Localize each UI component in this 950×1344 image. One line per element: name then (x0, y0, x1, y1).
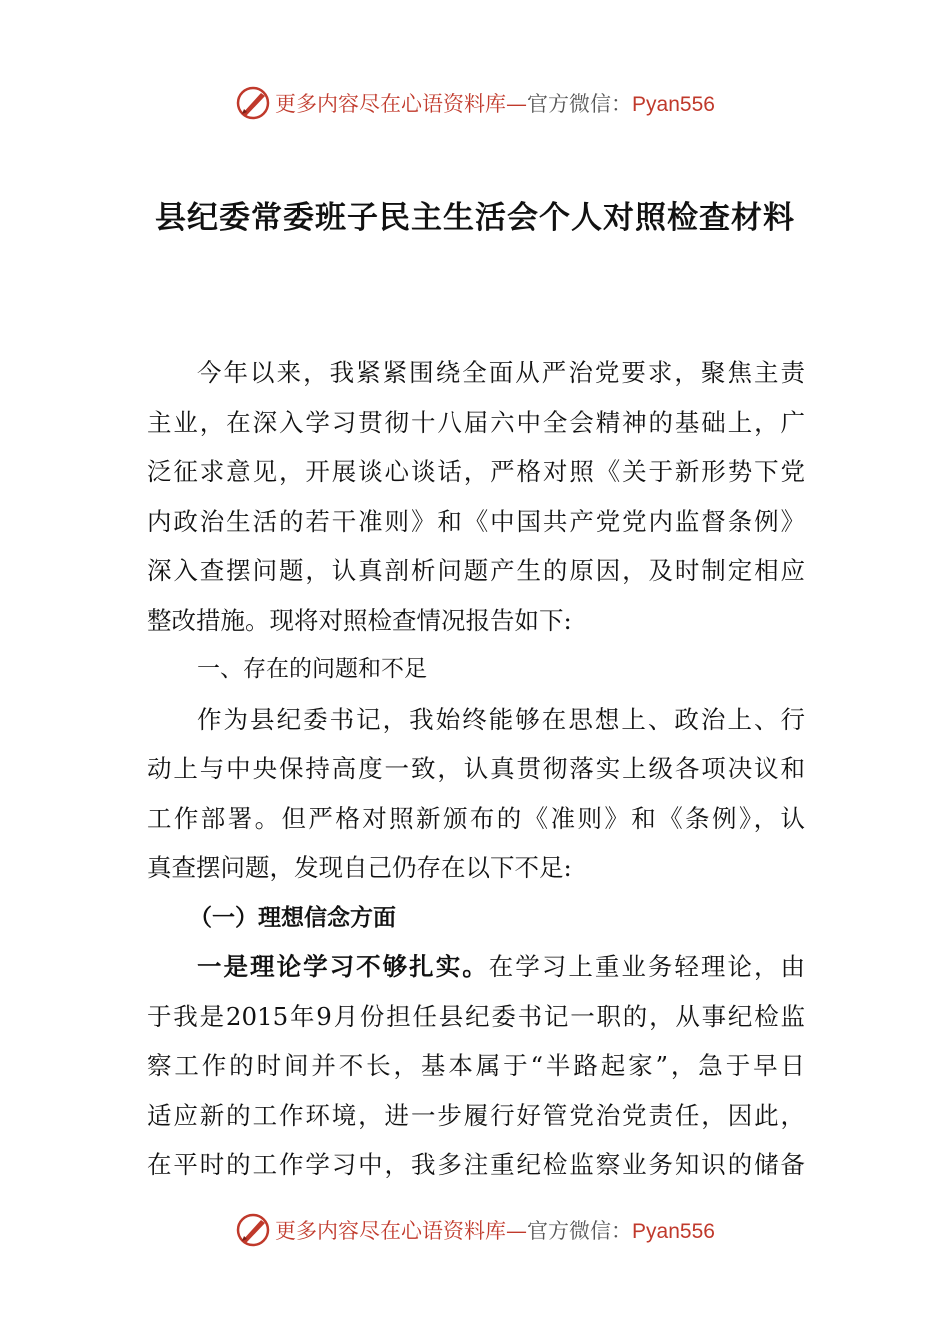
paragraph-line: 作为县纪委书记，我始终能够在思想上、政治上、行 (197, 704, 805, 734)
paragraph-line: 今年以来，我紧紧围绕全面从严治党要求，聚焦主责 (197, 358, 805, 387)
paragraph-line: 工作部署。但严格对照新颁布的《准则》和《条例》，认 (147, 803, 805, 833)
paragraph-line: 内政治生活的若干准则》和《中国共产党党内监督条例》 (147, 506, 805, 536)
pen-logo-icon (235, 1212, 271, 1248)
paragraph-line: 在平时的工作学习中，我多注重纪检监察业务知识的储备 (147, 1150, 805, 1179)
banner-text: 更多内容尽在心语资料库—官方微信：Pyan556 (275, 92, 715, 116)
paragraph-line: 泛征求意见，开展谈心谈话，严格对照《关于新形势下党 (147, 457, 805, 486)
paragraph-line: 主业，在深入学习贯彻十八届六中全会精神的基础上，广 (147, 407, 805, 437)
paragraph-line: 深入查摆问题，认真剖析问题产生的原因，及时制定相应 (147, 556, 805, 585)
document-body (147, 348, 805, 1190)
paragraph-line: 察工作的时间并不长，基本属于“半路起家”，急于早日 (147, 1051, 805, 1080)
section-heading: 一、存在的问题和不足 (197, 656, 427, 682)
paragraph-line: 动上与中央保持高度一致，认真贯彻落实上级各项决议和 (147, 754, 805, 783)
paragraph-line: 适应新的工作环境，进一步履行好管党治党责任，因此， (147, 1100, 805, 1130)
document-title: 县纪委常委班子民主生活会个人对照检查材料 (155, 200, 795, 236)
paragraph-line: 整改措施。现将对照检查情况报告如下: (147, 605, 572, 635)
paragraph-line (147, 942, 805, 992)
subsection-heading: （一）理想信念方面 (189, 903, 396, 931)
footer-watermark-banner (0, 1205, 950, 1255)
bold-lead-text: 一是理论学习不够扎实。 (197, 952, 489, 981)
banner-text: 更多内容尽在心语资料库—官方微信：Pyan556 (275, 1219, 715, 1243)
paragraph-text: 在学习上重业务轻理论，由 (488, 952, 805, 981)
paragraph-line: 于我是2015年9月份担任县纪委书记一职的，从事纪检监 (147, 1001, 805, 1031)
header-watermark-banner (0, 78, 950, 128)
paragraph-line: 真查摆问题，发现自己仍存在以下不足: (147, 853, 572, 882)
pen-logo-icon (235, 85, 271, 121)
